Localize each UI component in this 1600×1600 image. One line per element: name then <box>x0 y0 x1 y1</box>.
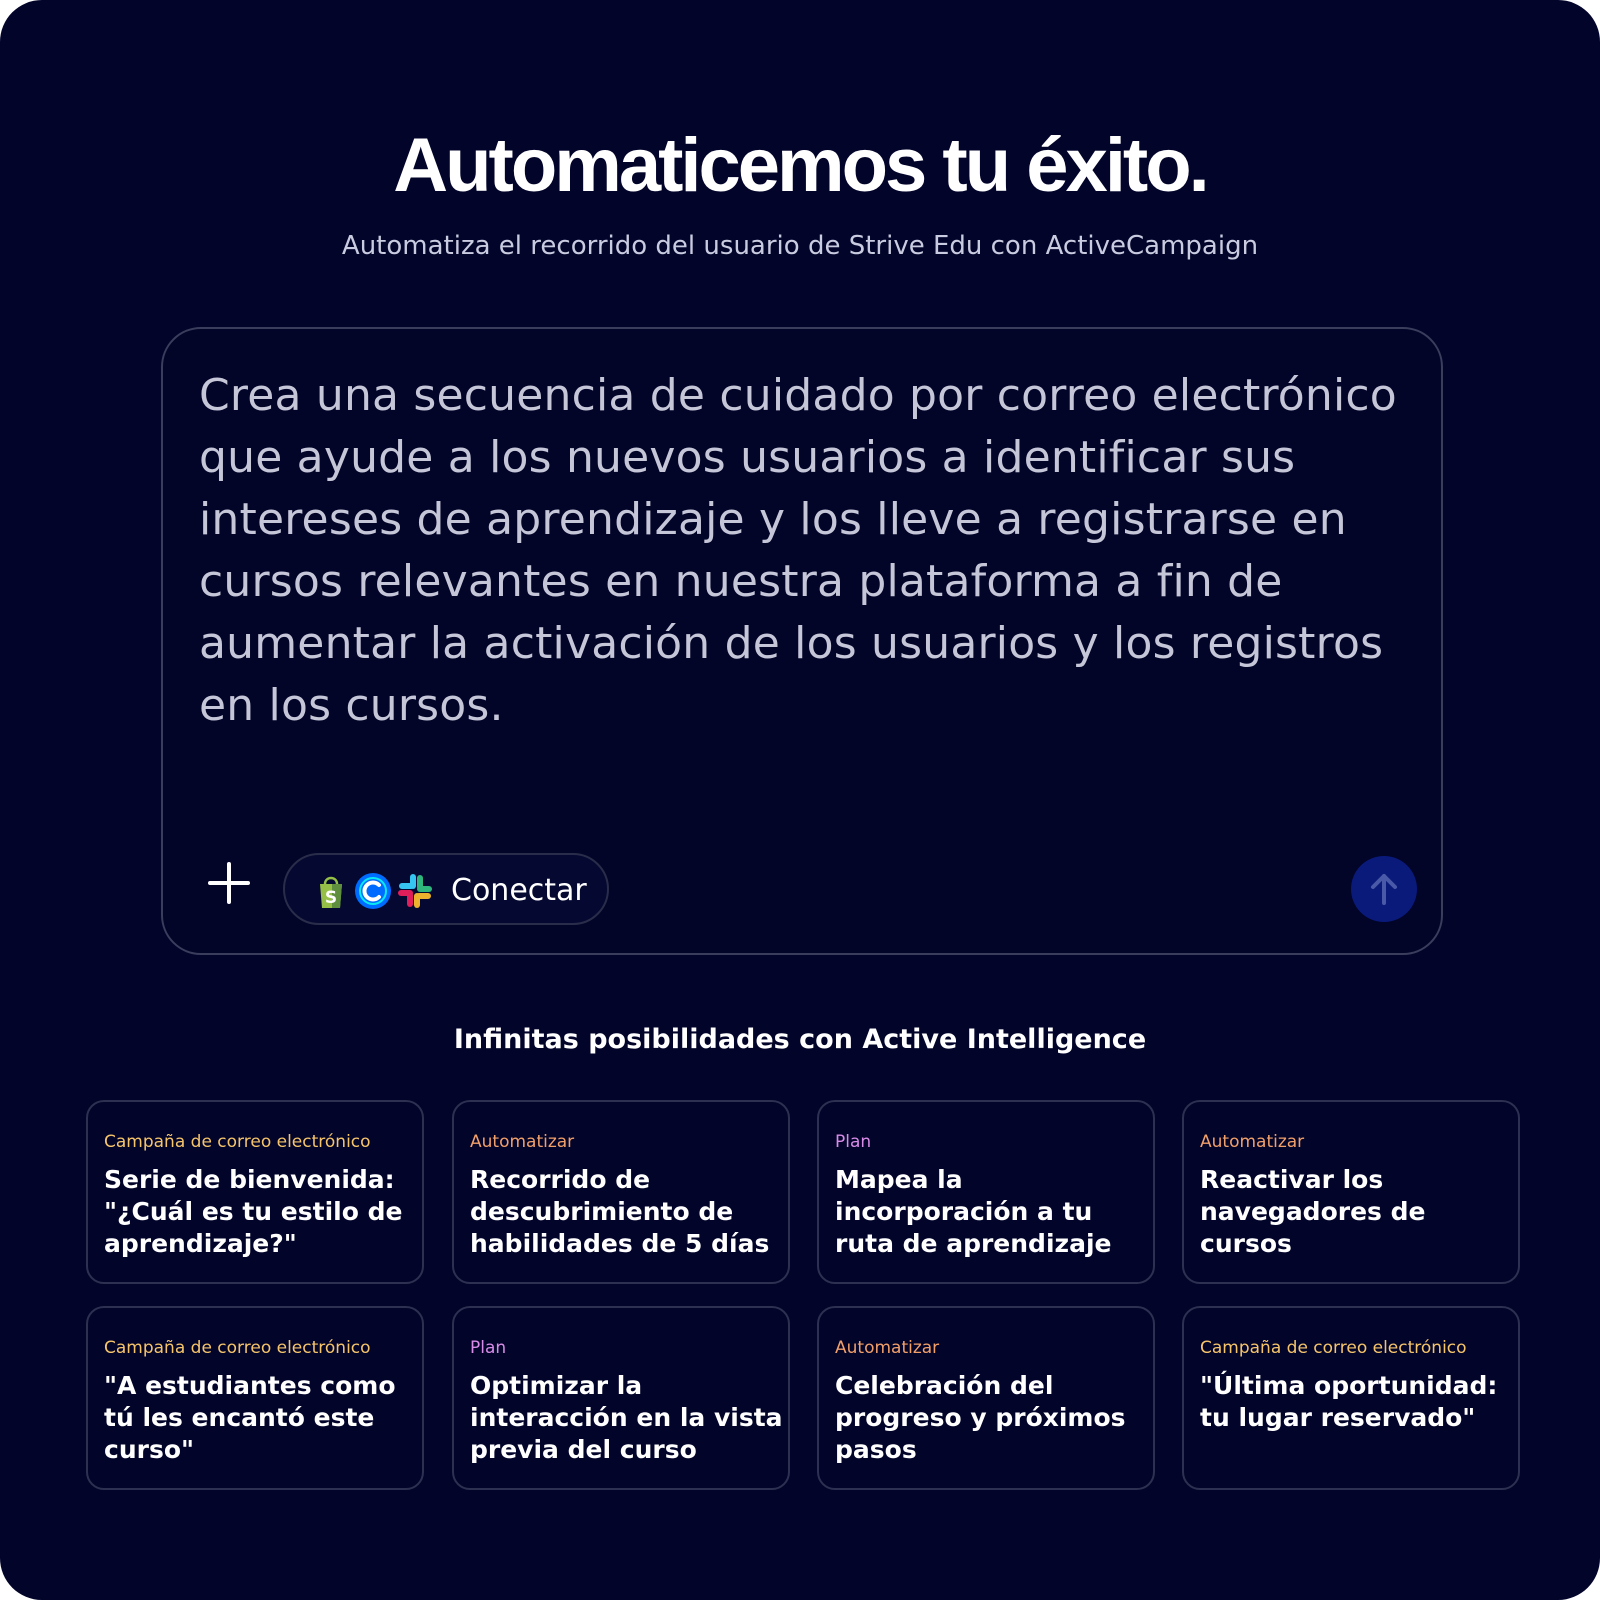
card-title: "A estudiantes como tú les encantó este curso" <box>104 1371 396 1464</box>
card-title: Celebración del progreso y próximos pasos <box>835 1371 1126 1464</box>
card-title: Mapea la incorporación a tu ruta de aprendizaje <box>835 1165 1112 1258</box>
prompt-input-box[interactable] <box>161 327 1443 955</box>
card-category: Campaña de correo electrónico <box>1200 1338 1467 1358</box>
arrow-up-icon <box>1351 856 1417 922</box>
suggestions-heading: Infinitas posibilidades con Active Intelligence <box>453 1024 1147 1055</box>
suggestion-card[interactable] <box>86 1306 424 1490</box>
shopify-icon <box>311 871 351 911</box>
card-category: Automatizar <box>470 1132 575 1152</box>
card-title: Serie de bienvenida: "¿Cuál es tu estilo de aprendizaje?" <box>104 1165 403 1258</box>
add-button[interactable] <box>203 857 255 909</box>
slack-icon <box>395 871 435 911</box>
card-category: Automatizar <box>835 1338 940 1358</box>
suggestion-card[interactable] <box>1182 1306 1520 1490</box>
connect-label: Conectar <box>451 873 587 908</box>
calendly-icon <box>353 871 393 911</box>
card-category: Plan <box>470 1338 507 1358</box>
card-title: Reactivar los navegadores de cursos <box>1200 1165 1426 1258</box>
suggestion-card[interactable] <box>1182 1100 1520 1284</box>
card-title: Optimizar la interacción en la vista previa del curso <box>470 1371 783 1464</box>
suggestion-card[interactable] <box>817 1306 1155 1490</box>
plus-icon <box>203 857 255 909</box>
suggestion-card[interactable] <box>452 1306 790 1490</box>
card-category: Campaña de correo electrónico <box>104 1132 371 1152</box>
connect-button[interactable] <box>283 853 609 925</box>
suggestion-card[interactable] <box>817 1100 1155 1284</box>
suggestion-card[interactable] <box>86 1100 424 1284</box>
prompt-text[interactable]: Crea una secuencia de cuidado por correo electrónico que ayude a los nuevos usuarios a identificar sus intereses de aprendizaje y los lleve a registrarse en cursos relevantes en nuestra plataforma a fin de aumentar la activación de los usuarios y los registros en los cursos. <box>199 370 1397 731</box>
svg-text:S: S <box>324 888 338 908</box>
card-title: "Última oportunidad: tu lugar reservado" <box>1200 1371 1498 1432</box>
card-category: Campaña de correo electrónico <box>104 1338 371 1358</box>
send-button[interactable] <box>1351 856 1417 922</box>
card-category: Automatizar <box>1200 1132 1305 1152</box>
card-title: Recorrido de descubrimiento de habilidades de 5 días <box>470 1165 770 1258</box>
card-category: Plan <box>835 1132 872 1152</box>
page-title: Automaticemos tu éxito. <box>393 123 1207 208</box>
page-subtitle: Automatiza el recorrido del usuario de Strive Edu con ActiveCampaign <box>341 231 1259 261</box>
suggestion-card[interactable] <box>452 1100 790 1284</box>
